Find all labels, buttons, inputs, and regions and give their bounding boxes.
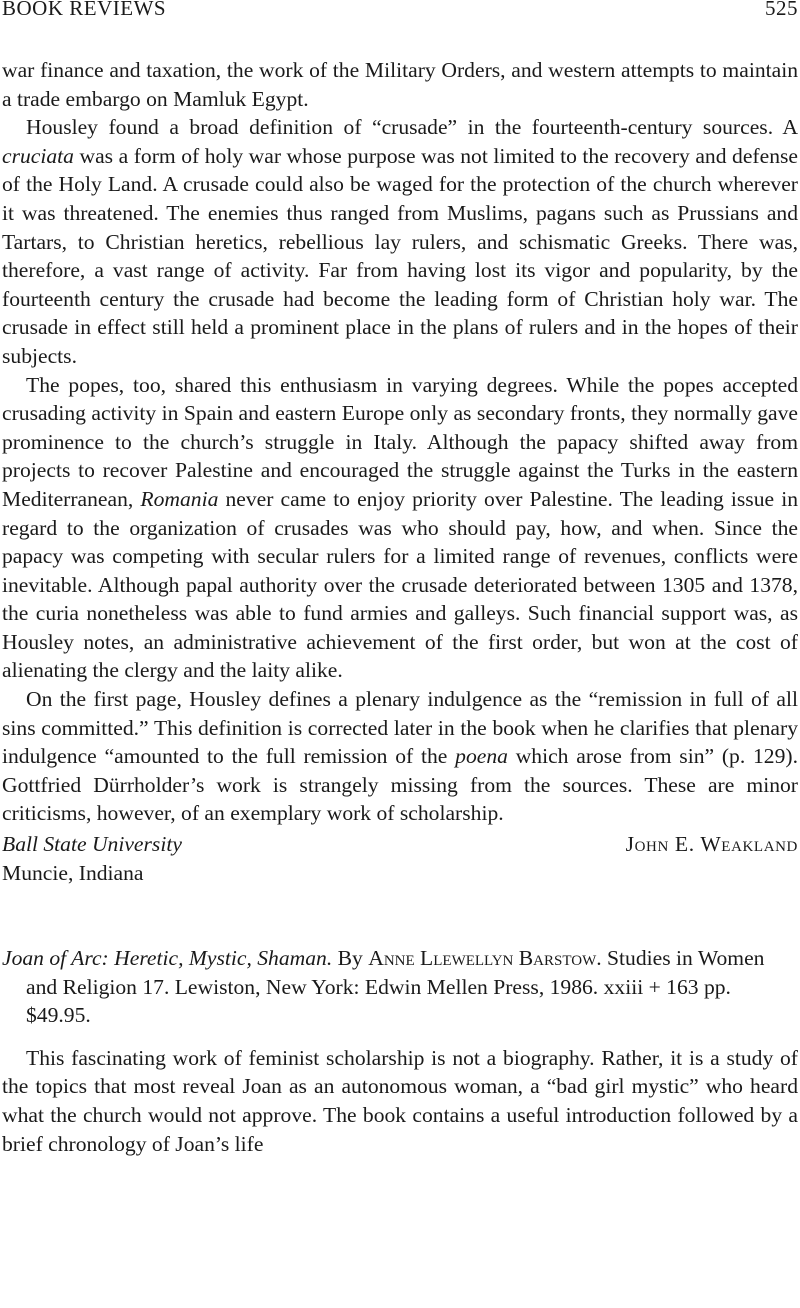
review2-paragraph-1: This fascinating work of feminist scholarship is not a biography. Rather, it is a study of the topics that most reveal Joan as an autonomous woman, a “bad girl mystic” who heard what the church would not approve. The book contains a useful introduction followed by a brief chronology of Joan’s life <box>2 1045 798 1156</box>
book-citation <box>2 944 798 1030</box>
paragraph-4-text-a: On the first page, Housley defines a plenary indulgence as the “remission in full of all sins committed.” This definition is corrected later in the book when he clarifies that plenary indulgence “amounted to the full remission of the <box>2 687 798 769</box>
italic-term-cruciata: cruciata <box>2 143 74 168</box>
citation-by: By <box>332 946 369 971</box>
page-number: 525 <box>765 0 798 20</box>
book-author: Anne Llewellyn Barstow <box>368 946 597 971</box>
italic-term-poena: poena <box>455 744 508 769</box>
running-head: BOOK REVIEWS <box>2 0 167 20</box>
book-title: Joan of Arc: Heretic, Mystic, Shaman. <box>2 946 333 971</box>
paragraph-2-text-a: Housley found a broad definition of “crusade” in the fourteenth-century sources. A <box>26 115 798 140</box>
reviewer-signature <box>2 830 798 888</box>
page-header <box>2 0 798 24</box>
paragraph-3-text-b: never came to enjoy priority over Palestine. The leading issue in regard to the organization of crusades was who should pay, how, and when. Since the papacy was competing with secular rulers for a limited range of revenues, conflicts were inevitable. Although papal authority over the crusade deteriorated between 1305 and 1378, the curia nonetheless was able to fund armies and galleys. Such financial support was, as Housley notes, an administrative achievement of the first order, but won at the cost of alienating the clergy and the laity alike. <box>2 486 798 683</box>
reviewer-name: John E. Weakland <box>625 832 798 857</box>
italic-term-romania: Romania <box>140 486 219 511</box>
paragraph-2-text-b: was a form of holy war whose purpose was not limited to the recovery and defense of the Holy Land. A crusade could also be waged for the protection of the church wherever it was threatened. The enemies thus ranged from Muslims, pagans such as Prussians and Tartars, to Christian heretics, rebellious lay rulers, and schismatic Greeks. There was, therefore, a vast range of activity. Far from having lost its vigor and popularity, by the fourteenth century the crusade had become the leading form of Christian holy war. The crusade in effect still held a prominent place in the plans of rulers and in the hopes of their subjects. <box>2 143 798 368</box>
review-housley <box>2 56 798 828</box>
reviewer-location: Muncie, Indiana <box>2 861 144 886</box>
paragraph-4 <box>2 685 798 828</box>
paragraph-1: war finance and taxation, the work of the Military Orders, and western attempts to maintain a trade embargo on Mamluk Egypt. <box>2 58 798 111</box>
paragraph-2 <box>2 113 798 370</box>
paragraph-4-text-b: which arose from sin” (p. 129). Gottfried Dürrholder’s work is strangely missing from the sources. These are minor criticisms, however, of an exemplary work of scholarship. <box>2 744 798 826</box>
paragraph-3 <box>2 371 798 686</box>
journal-page <box>2 0 798 1158</box>
reviewer-affiliation: Ball State University <box>2 832 182 857</box>
citation-details: . Studies in Women and Religion 17. Lewiston, New York: Edwin Mellen Press, 1986. xxiii + 163 pp. $49.95. <box>26 946 765 1028</box>
paragraph-3-text-a: The popes, too, shared this enthusiasm in varying degrees. While the popes accepted crusading activity in Spain and eastern Europe only as secondary fronts, they normally gave prominence to the church’s struggle in Italy. Although the papacy shifted away from projects to recover Palestine and encouraged the struggle against the Turks in the eastern Mediterranean, <box>2 372 798 511</box>
review-barstow <box>2 1044 798 1158</box>
